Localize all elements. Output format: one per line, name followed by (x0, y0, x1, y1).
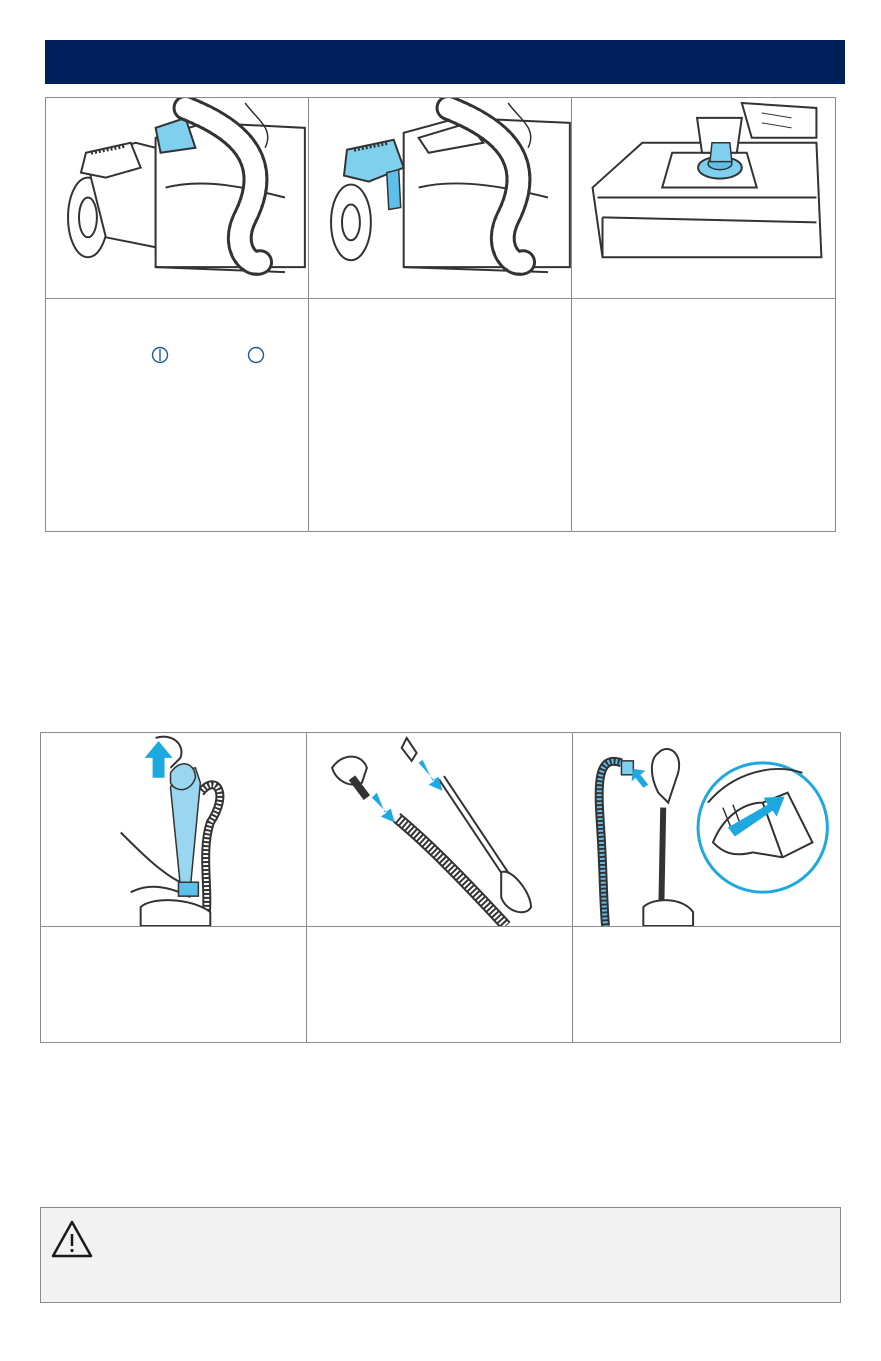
step-1-text-cell (46, 299, 309, 531)
attach-tools-illustration (307, 733, 572, 926)
step-5-text-cell (307, 927, 573, 1042)
bottom-steps-panel (40, 732, 841, 1043)
power-off-icon (247, 346, 265, 364)
vacuum-tool-clip-illustration (309, 98, 571, 298)
section-header-bar (45, 40, 845, 84)
warning-triangle-icon (50, 1219, 94, 1259)
step-6-text-cell (573, 927, 840, 1042)
step-4-text-cell (41, 927, 307, 1042)
floor-nozzle-dial-illustration (572, 98, 835, 298)
connect-hose-illustration (573, 733, 840, 926)
vacuum-hose-connector-illustration (46, 98, 308, 298)
step-5-image (307, 733, 573, 927)
step-4-image (41, 733, 307, 927)
step-3-image (572, 98, 835, 299)
power-on-icon (151, 346, 169, 364)
step-6-image (573, 733, 840, 927)
warning-box (40, 1207, 841, 1303)
step-3-text-cell (572, 299, 835, 531)
step-2-image (309, 98, 572, 299)
step-2-text-cell (309, 299, 572, 531)
top-steps-panel (45, 97, 836, 532)
power-symbols (151, 346, 265, 364)
step-1-image (46, 98, 309, 299)
lift-handle-illustration (41, 733, 306, 926)
